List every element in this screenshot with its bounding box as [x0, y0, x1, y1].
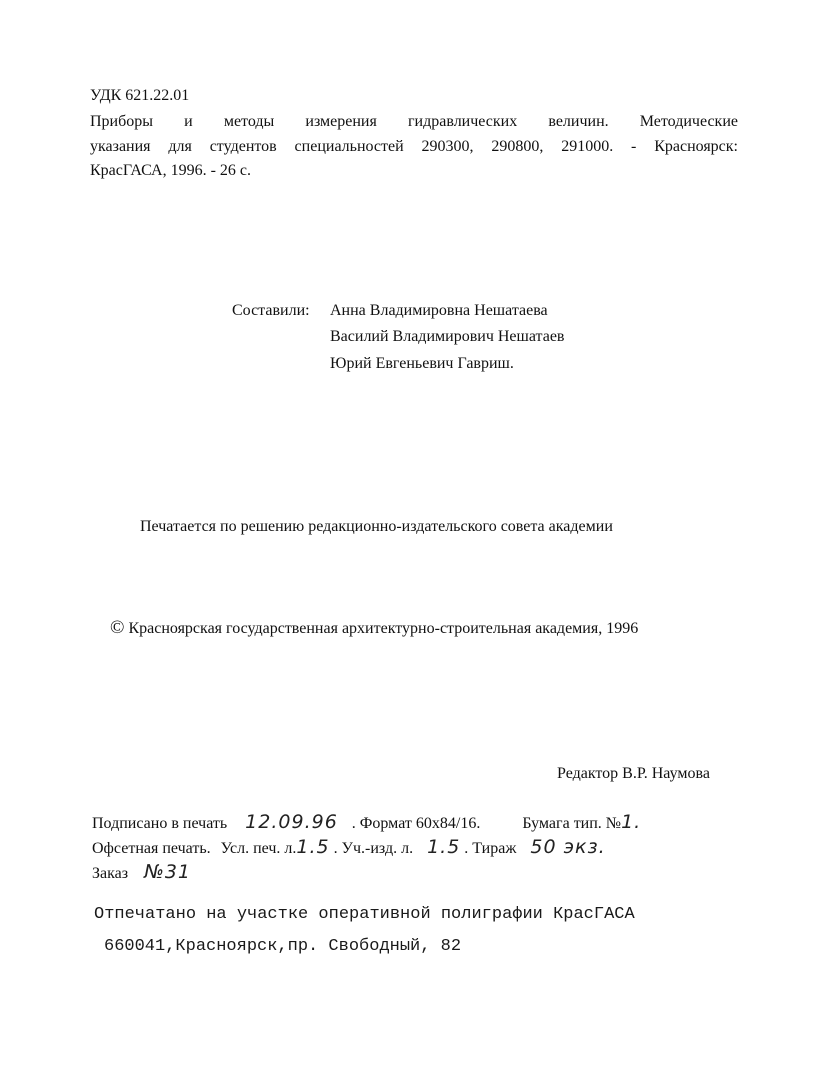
paper-type: 1.: [621, 811, 642, 833]
uch-label: . Уч.-изд. л.: [333, 840, 414, 857]
print-type: Офсетная печать.: [92, 840, 211, 857]
copyright-notice: [110, 617, 638, 639]
biblio-line-2: указания для студентов специальностей 290300, 290800, 291000. - Красноярск:: [90, 137, 738, 155]
format-text: . Формат 60x84/16.: [351, 815, 481, 832]
signed-date: 12.09.96: [245, 811, 338, 833]
compiler-name: Василий Владимирович Нешатаев: [330, 328, 565, 345]
imprint-line-1: [92, 811, 641, 833]
printer-address: 660041,Красноярск,пр. Свободный, 82: [104, 937, 462, 956]
biblio-line-1: Приборы и методы измерения гидравлических величин. Методические: [90, 113, 738, 130]
biblio-line-3: КрасГАСА, 1996. - 26 с.: [90, 162, 251, 179]
publication-decision: Печатается по решению редакционно-издательского совета академии: [140, 518, 613, 535]
order-value: №31: [144, 861, 192, 883]
usl-label: Усл. печ. л.: [220, 840, 297, 857]
imprint-line-2: [92, 836, 606, 858]
uch-value: 1.5: [427, 836, 461, 858]
copyright-text: Красноярская государственная архитектурно-строительная академия, 1996: [128, 620, 639, 637]
bibliographic-description: [90, 110, 738, 184]
copyright-icon: ©: [110, 617, 125, 638]
editor-credit: Редактор В.Р. Наумова: [557, 765, 710, 782]
order-label: Заказ: [92, 865, 129, 882]
printer-info-line-1: Отпечатано на участке оперативной полиграфии КрасГАСА: [94, 905, 635, 924]
tirazh-label: . Тираж: [464, 840, 517, 857]
usl-value: 1.5: [296, 836, 330, 858]
imprint-line-3: [92, 861, 191, 883]
compiler-name: Юрий Евгеньевич Гавриш.: [330, 355, 514, 372]
paper-label: Бумага тип. №: [522, 815, 622, 832]
tirazh-value: 50 экз.: [530, 836, 606, 858]
compilers-label: Составили:: [232, 302, 310, 319]
signed-label: Подписано в печать: [92, 815, 228, 832]
udk-code: УДК 621.22.01: [90, 87, 190, 104]
compiler-name: Анна Владимировна Нешатаева: [330, 302, 548, 319]
